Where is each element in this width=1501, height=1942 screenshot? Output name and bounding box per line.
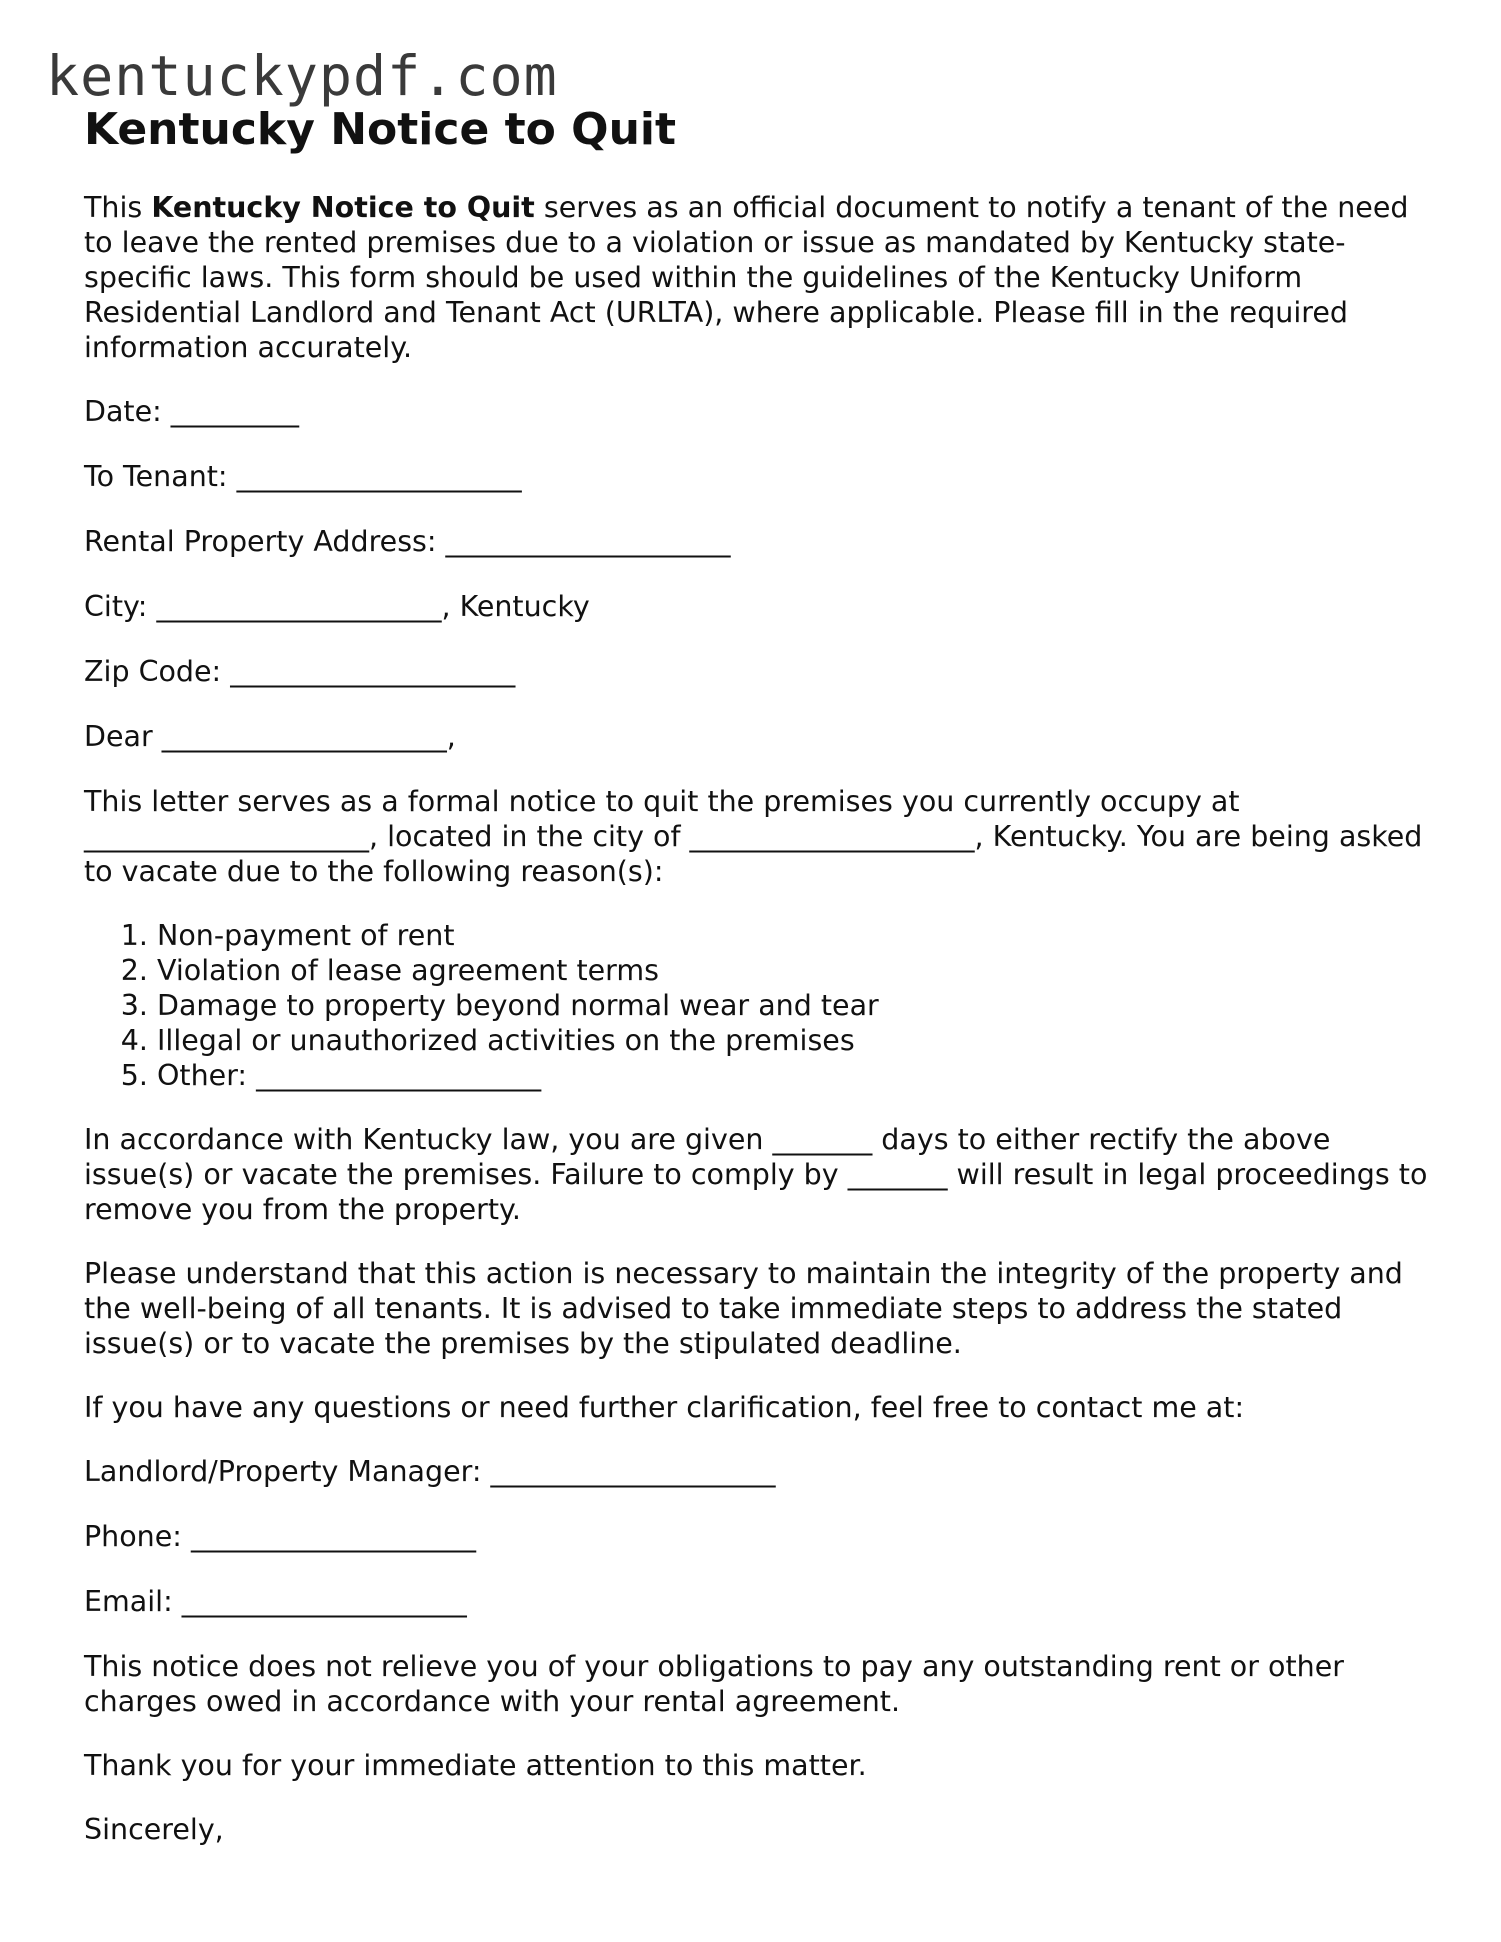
notice-document [84,100,1434,1876]
reasons-list [84,918,1434,1093]
date-field: Date: _________ [84,395,300,428]
accordance-paragraph: In accordance with Kentucky law, you are given _______ days to either rectify the above issue(s) or vacate the premises. Failure to comply by _______ will result in legal proceedings to remove you from the property. [84,1123,1428,1226]
understand-paragraph: Please understand that this action is necessary to maintain the integrity of the property and the well-being of all tenants. It is advised to take immediate steps to address the stated issue(s) or to vacate the premises by the stipulated deadline. [84,1257,1403,1360]
page-title: Kentucky Notice to Quit [84,104,677,155]
address-field: Rental Property Address: ____________________ [84,525,731,558]
phone-field: Phone: ____________________ [84,1520,476,1553]
email-field: Email: ____________________ [84,1585,467,1618]
salutation: Dear ____________________, [84,720,456,753]
intro-paragraph [84,190,1434,365]
site-watermark: kentuckypdf.com [46,44,558,108]
landlord-field: Landlord/Property Manager: ____________________ [84,1455,776,1488]
questions-paragraph: If you have any questions or need further clarification, feel free to contact me at: [84,1391,1245,1424]
reason-item: 1. Non-payment of rent [157,918,1434,953]
city-field: City: ____________________, Kentucky [84,590,590,623]
intro-bold-title: Kentucky Notice to Quit [151,191,535,224]
intro-suffix: serves as an official document to notify a tenant of the need to leave the rented premises due to a violation or issue as mandated by Kentucky state-specific laws. This form should be used within the guidelines of the Kentucky Uniform Residential Landlord and Tenant Act (URLTA), where applicable. Please fill in the required information accurately. [84,191,1409,364]
reason-item: 3. Damage to property beyond normal wear and tear [157,988,1434,1023]
reason-item: 5. Other: ____________________ [157,1058,1434,1093]
zip-field: Zip Code: ____________________ [84,655,516,688]
reason-item: 2. Violation of lease agreement terms [157,953,1434,988]
notice-paragraph: This letter serves as a formal notice to quit the premises you currently occupy at ____________________, located in the city of ____________________, Kentucky. You are being asked to vacate due to the following reason(s): [84,785,1423,888]
reason-item: 4. Illegal or unauthorized activities on the premises [157,1023,1434,1058]
obligations-paragraph: This notice does not relieve you of your obligations to pay any outstanding rent or other charges owed in accordance with your rental agreement. [84,1650,1344,1718]
tenant-field: To Tenant: ____________________ [84,460,522,493]
intro-prefix: This [84,191,152,224]
closing-line: Sincerely, [84,1813,224,1846]
thanks-line: Thank you for your immediate attention to this matter. [84,1749,867,1782]
